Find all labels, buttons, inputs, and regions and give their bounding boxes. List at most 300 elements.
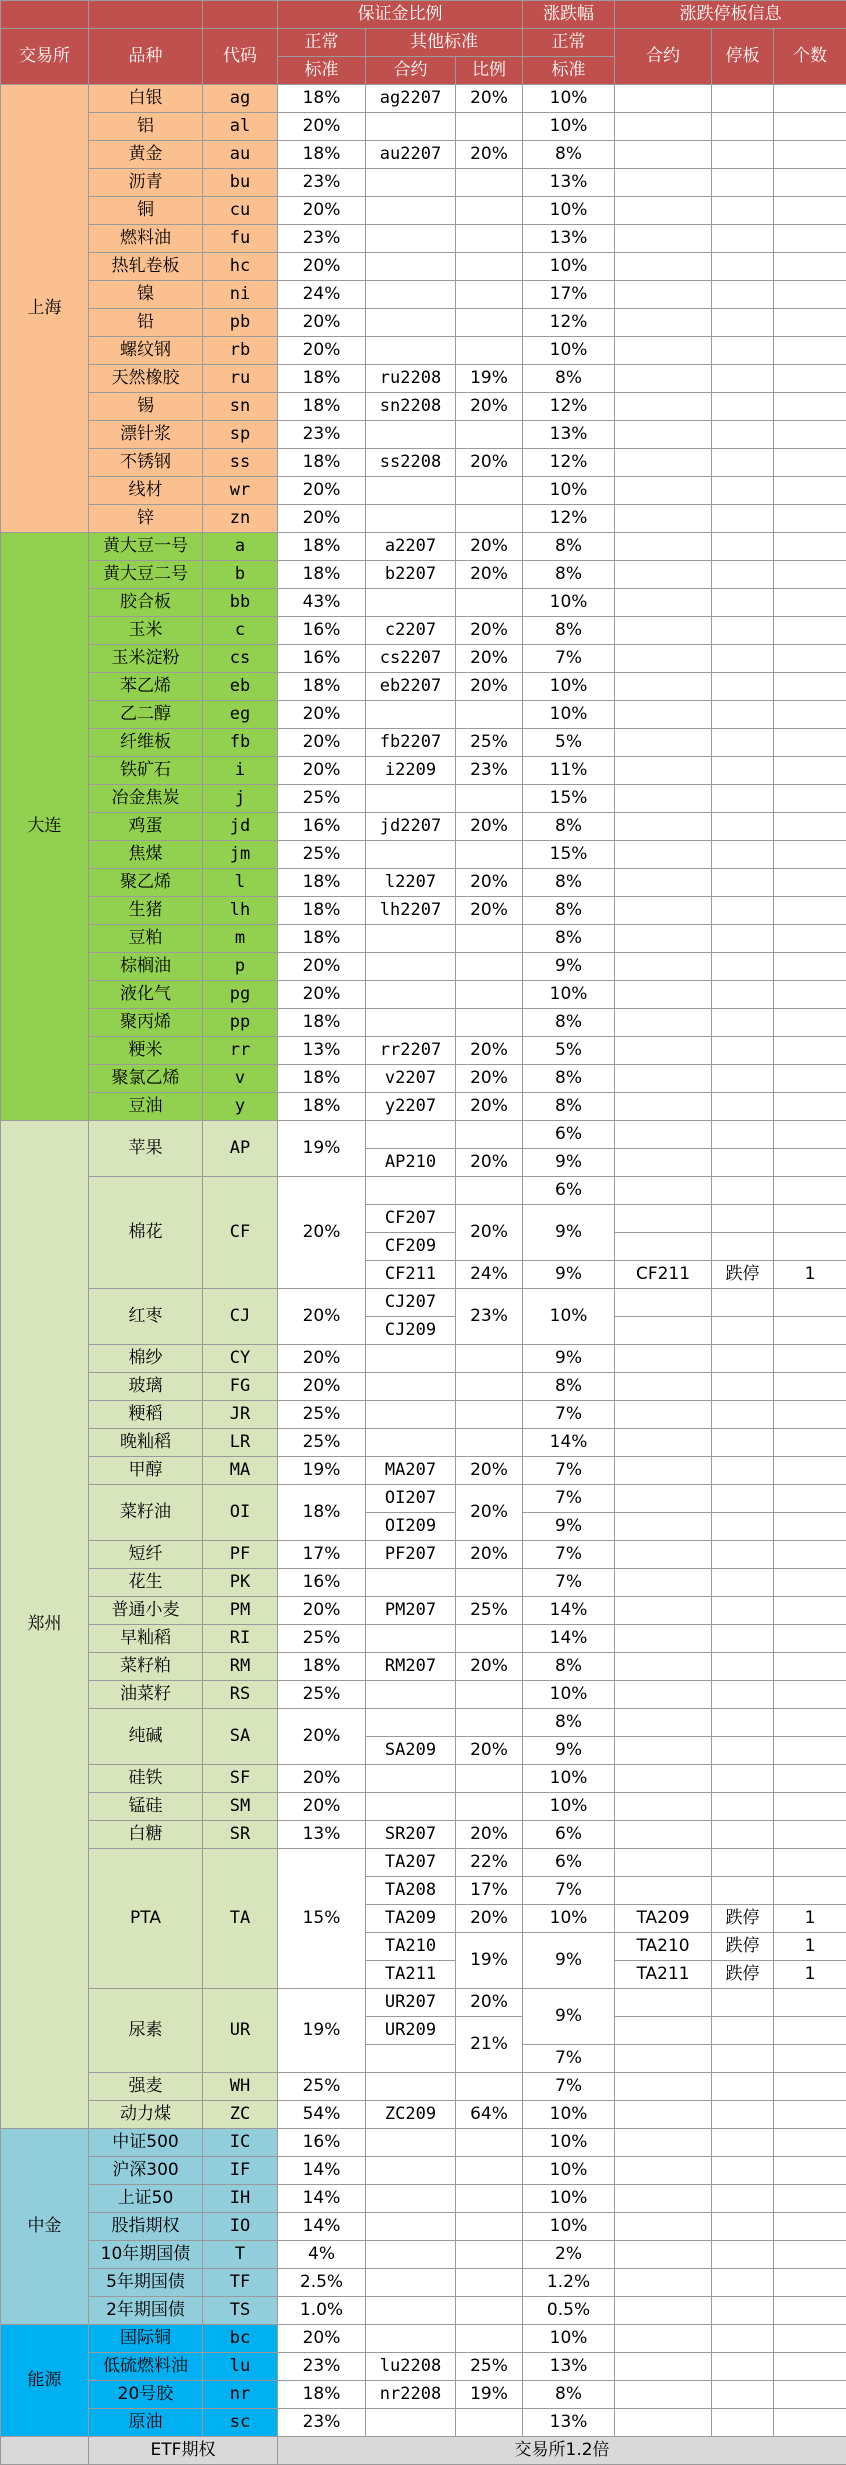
halt-count-cell: 1 [774, 1933, 846, 1961]
limit-normal-cell: 10% [523, 2185, 615, 2213]
code-cell: bu [203, 169, 278, 197]
margin-normal-cell: 20% [278, 477, 366, 505]
halt-type-cell [712, 813, 774, 841]
halt-count-cell [774, 1429, 846, 1457]
halt-contract-cell [615, 85, 712, 113]
other-ratio-cell [456, 477, 523, 505]
other-ratio-cell: 23% [456, 1289, 523, 1345]
limit-normal-cell: 7% [523, 1877, 615, 1905]
code-cell: OI [203, 1485, 278, 1541]
halt-count-cell [774, 897, 846, 925]
product-cell: 纯碱 [89, 1709, 203, 1765]
other-contract-cell [366, 1793, 456, 1821]
product-cell: 纤维板 [89, 729, 203, 757]
header-cell [1, 1, 89, 29]
product-cell: 中证500 [89, 2129, 203, 2157]
halt-type-cell [712, 1009, 774, 1037]
table-row [1, 869, 846, 897]
halt-count-cell [774, 2129, 846, 2157]
other-ratio-cell: 20% [456, 533, 523, 561]
halt-contract-cell [615, 1457, 712, 1485]
halt-count-cell [774, 309, 846, 337]
margin-normal-cell: 18% [278, 393, 366, 421]
limit-normal-cell: 8% [523, 1065, 615, 1093]
halt-type-cell [712, 561, 774, 589]
other-ratio-cell [456, 281, 523, 309]
halt-type-cell [712, 1149, 774, 1177]
other-ratio-cell [456, 1345, 523, 1373]
other-ratio-cell: 19% [456, 365, 523, 393]
product-cell: 动力煤 [89, 2101, 203, 2129]
halt-count-cell [774, 337, 846, 365]
halt-count-cell [774, 869, 846, 897]
limit-normal-cell: 6% [523, 1849, 615, 1877]
code-cell: RI [203, 1625, 278, 1653]
halt-count-cell [774, 1205, 846, 1233]
limit-normal-cell: 8% [523, 141, 615, 169]
halt-count-cell [774, 1625, 846, 1653]
halt-count-cell [774, 1877, 846, 1905]
halt-count-cell [774, 841, 846, 869]
halt-contract-cell [615, 1849, 712, 1877]
halt-contract-cell [615, 673, 712, 701]
halt-contract-cell [615, 1989, 712, 2017]
margin-normal-cell: 16% [278, 2129, 366, 2157]
halt-contract-cell: TA211 [615, 1961, 712, 1989]
other-ratio-cell: 25% [456, 1597, 523, 1625]
halt-count-cell [774, 1653, 846, 1681]
other-ratio-cell [456, 2297, 523, 2325]
halt-contract-cell [615, 925, 712, 953]
margin-normal-cell: 20% [278, 1793, 366, 1821]
other-contract-cell [366, 2409, 456, 2437]
limit-normal-cell: 10% [523, 1289, 615, 1345]
halt-contract-cell [615, 1317, 712, 1345]
code-cell: au [203, 141, 278, 169]
table-row [1, 2101, 846, 2129]
halt-type-cell [712, 1233, 774, 1261]
code-cell: ni [203, 281, 278, 309]
halt-count-cell [774, 1989, 846, 2017]
halt-count-cell [774, 365, 846, 393]
code-cell: RM [203, 1653, 278, 1681]
table-row [1, 1793, 846, 1821]
product-cell: 白银 [89, 85, 203, 113]
halt-type-cell [712, 2381, 774, 2409]
table-row [1, 2157, 846, 2185]
code-cell: JR [203, 1401, 278, 1429]
product-cell: 沪深300 [89, 2157, 203, 2185]
halt-type-cell [712, 1569, 774, 1597]
halt-type-cell [712, 1513, 774, 1541]
table-row [1, 981, 846, 1009]
other-ratio-cell [456, 925, 523, 953]
product-cell: 液化气 [89, 981, 203, 1009]
table-row [1, 337, 846, 365]
halt-contract-cell [615, 2101, 712, 2129]
halt-count-cell [774, 169, 846, 197]
table-row [1, 1009, 846, 1037]
table-row [1, 1065, 846, 1093]
product-cell: 锡 [89, 393, 203, 421]
limit-normal-cell: 12% [523, 393, 615, 421]
code-cell: PK [203, 1569, 278, 1597]
other-contract-cell [366, 281, 456, 309]
code-cell: WH [203, 2073, 278, 2101]
halt-contract-cell [615, 1737, 712, 1765]
halt-type-cell: 跌停 [712, 1261, 774, 1289]
halt-type-cell [712, 1821, 774, 1849]
halt-contract-cell [615, 309, 712, 337]
table-row [1, 617, 846, 645]
other-contract-cell [366, 1429, 456, 1457]
product-cell: 鸡蛋 [89, 813, 203, 841]
halt-count-cell [774, 2297, 846, 2325]
other-ratio-cell: 22% [456, 1849, 523, 1877]
halt-type-cell [712, 2297, 774, 2325]
halt-contract-cell [615, 1569, 712, 1597]
table-row [1, 533, 846, 561]
code-cell: cu [203, 197, 278, 225]
halt-type-cell [712, 2129, 774, 2157]
other-ratio-cell: 20% [456, 449, 523, 477]
halt-count-cell [774, 729, 846, 757]
other-contract-cell: AP210 [366, 1149, 456, 1177]
halt-count-cell [774, 253, 846, 281]
halt-type-cell [712, 1317, 774, 1345]
halt-type-cell [712, 1625, 774, 1653]
margin-normal-cell: 54% [278, 2101, 366, 2129]
limit-normal-cell: 10% [523, 589, 615, 617]
header-cell: 其他标准 [366, 29, 523, 57]
header-cell [203, 1, 278, 29]
limit-normal-cell: 10% [523, 981, 615, 1009]
halt-count-cell [774, 197, 846, 225]
code-cell: IO [203, 2213, 278, 2241]
halt-count-cell [774, 1793, 846, 1821]
halt-count-cell [774, 701, 846, 729]
halt-type-cell [712, 701, 774, 729]
margin-normal-cell: 17% [278, 1541, 366, 1569]
limit-normal-cell: 9% [523, 1737, 615, 1765]
margin-normal-cell: 23% [278, 2353, 366, 2381]
other-ratio-cell: 20% [456, 813, 523, 841]
halt-count-cell [774, 1373, 846, 1401]
other-contract-cell: CJ207 [366, 1289, 456, 1317]
halt-count-cell [774, 1345, 846, 1373]
other-contract-cell [366, 2241, 456, 2269]
other-contract-cell [366, 2269, 456, 2297]
halt-contract-cell [615, 113, 712, 141]
halt-type-cell [712, 477, 774, 505]
code-cell: IF [203, 2157, 278, 2185]
code-cell: TA [203, 1849, 278, 1989]
halt-type-cell [712, 2213, 774, 2241]
limit-normal-cell: 10% [523, 253, 615, 281]
halt-count-cell [774, 2045, 846, 2073]
product-cell: 黄金 [89, 141, 203, 169]
code-cell: j [203, 785, 278, 813]
halt-contract-cell [615, 785, 712, 813]
margin-normal-cell: 20% [278, 953, 366, 981]
margin-normal-cell: 18% [278, 1653, 366, 1681]
other-ratio-cell [456, 2325, 523, 2353]
margin-normal-cell: 24% [278, 281, 366, 309]
other-contract-cell [366, 1345, 456, 1373]
margin-normal-cell: 18% [278, 141, 366, 169]
product-cell: 铝 [89, 113, 203, 141]
halt-contract-cell [615, 2381, 712, 2409]
other-contract-cell: OI207 [366, 1485, 456, 1513]
table-row [1, 1653, 846, 1681]
halt-contract-cell [615, 1709, 712, 1737]
halt-type-cell [712, 1289, 774, 1317]
table-row [1, 225, 846, 253]
limit-normal-cell: 17% [523, 281, 615, 309]
other-contract-cell [366, 2213, 456, 2241]
halt-count-cell [774, 1233, 846, 1261]
code-cell: sn [203, 393, 278, 421]
other-ratio-cell [456, 1177, 523, 1205]
code-cell: fu [203, 225, 278, 253]
margin-normal-cell: 43% [278, 589, 366, 617]
halt-contract-cell [615, 645, 712, 673]
table-row [1, 925, 846, 953]
limit-normal-cell: 12% [523, 309, 615, 337]
halt-type-cell [712, 1457, 774, 1485]
halt-count-cell [774, 1093, 846, 1121]
limit-normal-cell: 14% [523, 1597, 615, 1625]
margin-normal-cell: 15% [278, 1849, 366, 1989]
table-row [1, 2381, 846, 2409]
other-ratio-cell: 20% [456, 1093, 523, 1121]
product-cell: 豆粕 [89, 925, 203, 953]
table-row [1, 421, 846, 449]
other-ratio-cell [456, 505, 523, 533]
halt-contract-cell [615, 1541, 712, 1569]
halt-type-cell [712, 449, 774, 477]
limit-normal-cell: 8% [523, 813, 615, 841]
limit-normal-cell: 8% [523, 561, 615, 589]
code-cell: bc [203, 2325, 278, 2353]
margin-normal-cell: 16% [278, 1569, 366, 1597]
halt-contract-cell [615, 365, 712, 393]
halt-type-cell [712, 197, 774, 225]
halt-type-cell [712, 925, 774, 953]
halt-type-cell [712, 253, 774, 281]
margin-normal-cell: 23% [278, 169, 366, 197]
margin-normal-cell: 18% [278, 897, 366, 925]
halt-type-cell [712, 1401, 774, 1429]
limit-normal-cell: 2% [523, 2241, 615, 2269]
product-cell: 聚乙烯 [89, 869, 203, 897]
halt-contract-cell [615, 1121, 712, 1149]
halt-type-cell: 跌停 [712, 1961, 774, 1989]
other-ratio-cell: 20% [456, 85, 523, 113]
other-contract-cell: nr2208 [366, 2381, 456, 2409]
other-ratio-cell: 24% [456, 1261, 523, 1289]
other-ratio-cell [456, 197, 523, 225]
halt-type-cell [712, 85, 774, 113]
code-cell: eg [203, 701, 278, 729]
code-cell: jm [203, 841, 278, 869]
halt-type-cell [712, 589, 774, 617]
other-ratio-cell [456, 2409, 523, 2437]
code-cell: c [203, 617, 278, 645]
other-contract-cell: a2207 [366, 533, 456, 561]
other-ratio-cell: 20% [456, 1737, 523, 1765]
halt-count-cell [774, 1681, 846, 1709]
other-contract-cell: TA208 [366, 1877, 456, 1905]
margin-normal-cell: 18% [278, 1065, 366, 1093]
other-contract-cell [366, 2073, 456, 2101]
other-ratio-cell [456, 1709, 523, 1737]
other-ratio-cell [456, 421, 523, 449]
code-cell: wr [203, 477, 278, 505]
other-ratio-cell [456, 309, 523, 337]
limit-normal-cell: 11% [523, 757, 615, 785]
halt-contract-cell [615, 2129, 712, 2157]
code-cell: lh [203, 897, 278, 925]
table-row [1, 141, 846, 169]
limit-normal-cell: 12% [523, 449, 615, 477]
margin-normal-cell: 20% [278, 1345, 366, 1373]
table-row [1, 897, 846, 925]
limit-normal-cell: 8% [523, 897, 615, 925]
table-row [1, 1177, 846, 1205]
other-contract-cell: l2207 [366, 869, 456, 897]
other-contract-cell: CF207 [366, 1205, 456, 1233]
other-ratio-cell: 21% [456, 2017, 523, 2073]
halt-contract-cell [615, 1401, 712, 1429]
product-cell: 尿素 [89, 1989, 203, 2073]
halt-type-cell [712, 2185, 774, 2213]
margin-normal-cell: 14% [278, 2185, 366, 2213]
other-ratio-cell [456, 1121, 523, 1149]
table-row [1, 477, 846, 505]
product-cell: 热轧卷板 [89, 253, 203, 281]
margin-normal-cell: 25% [278, 1401, 366, 1429]
code-cell: a [203, 533, 278, 561]
other-ratio-cell: 17% [456, 1877, 523, 1905]
other-contract-cell: b2207 [366, 561, 456, 589]
other-ratio-cell: 20% [456, 1037, 523, 1065]
product-cell: 聚氯乙烯 [89, 1065, 203, 1093]
halt-type-cell [712, 421, 774, 449]
limit-normal-cell: 8% [523, 925, 615, 953]
header-cell: 涨跌停板信息 [615, 1, 846, 29]
other-contract-cell: PM207 [366, 1597, 456, 1625]
product-cell: 玉米淀粉 [89, 645, 203, 673]
other-contract-cell: UR209 [366, 2017, 456, 2045]
halt-count-cell [774, 925, 846, 953]
other-contract-cell [366, 1177, 456, 1205]
halt-count-cell [774, 449, 846, 477]
code-cell: nr [203, 2381, 278, 2409]
code-cell: AP [203, 1121, 278, 1177]
halt-count-cell [774, 2353, 846, 2381]
margin-normal-cell: 18% [278, 449, 366, 477]
halt-contract-cell [615, 1373, 712, 1401]
other-contract-cell [366, 253, 456, 281]
margin-normal-cell: 20% [278, 1765, 366, 1793]
header-cell: 比例 [456, 57, 523, 85]
header-cell: 正常 [523, 29, 615, 57]
other-contract-cell: ss2208 [366, 449, 456, 477]
halt-count-cell [774, 1317, 846, 1345]
margin-normal-cell: 23% [278, 421, 366, 449]
code-cell: CY [203, 1345, 278, 1373]
margin-normal-cell: 18% [278, 1009, 366, 1037]
margin-normal-cell: 20% [278, 197, 366, 225]
code-cell: LR [203, 1429, 278, 1457]
other-ratio-cell [456, 2213, 523, 2241]
halt-contract-cell [615, 2073, 712, 2101]
halt-count-cell [774, 1457, 846, 1485]
other-ratio-cell: 20% [456, 1065, 523, 1093]
product-cell: 聚丙烯 [89, 1009, 203, 1037]
halt-contract-cell [615, 2353, 712, 2381]
product-cell: 晚籼稻 [89, 1429, 203, 1457]
code-cell: b [203, 561, 278, 589]
other-contract-cell: sn2208 [366, 393, 456, 421]
header-cell: 停板 [712, 29, 774, 85]
other-ratio-cell [456, 701, 523, 729]
other-contract-cell: CJ209 [366, 1317, 456, 1345]
table-row [1, 1989, 846, 2017]
code-cell: rr [203, 1037, 278, 1065]
halt-contract-cell [615, 449, 712, 477]
margin-normal-cell: 20% [278, 505, 366, 533]
other-contract-cell: v2207 [366, 1065, 456, 1093]
code-cell: ZC [203, 2101, 278, 2129]
table-row [1, 1541, 846, 1569]
halt-contract-cell [615, 1149, 712, 1177]
other-contract-cell [366, 169, 456, 197]
halt-type-cell [712, 617, 774, 645]
table-row [1, 1429, 846, 1457]
limit-normal-cell: 10% [523, 1905, 615, 1933]
halt-count-cell [774, 2381, 846, 2409]
code-cell: UR [203, 1989, 278, 2073]
halt-type-cell [712, 2045, 774, 2073]
halt-contract-cell [615, 1821, 712, 1849]
limit-normal-cell: 15% [523, 785, 615, 813]
halt-contract-cell [615, 1793, 712, 1821]
other-ratio-cell [456, 1569, 523, 1597]
halt-contract-cell [615, 2157, 712, 2185]
table-row [1, 2297, 846, 2325]
margin-normal-cell: 1.0% [278, 2297, 366, 2325]
halt-contract-cell [615, 281, 712, 309]
halt-type-cell [712, 2409, 774, 2437]
code-cell: sp [203, 421, 278, 449]
other-contract-cell: TA211 [366, 1961, 456, 1989]
limit-normal-cell: 13% [523, 2353, 615, 2381]
halt-count-cell [774, 1597, 846, 1625]
code-cell: al [203, 113, 278, 141]
header-cell: 合约 [615, 29, 712, 85]
table-row [1, 1345, 846, 1373]
halt-contract-cell [615, 505, 712, 533]
product-cell: 锌 [89, 505, 203, 533]
header-row [1, 29, 846, 57]
halt-contract-cell [615, 1597, 712, 1625]
other-contract-cell: au2207 [366, 141, 456, 169]
margin-normal-cell: 20% [278, 337, 366, 365]
limit-normal-cell: 5% [523, 729, 615, 757]
table-row [1, 2325, 846, 2353]
